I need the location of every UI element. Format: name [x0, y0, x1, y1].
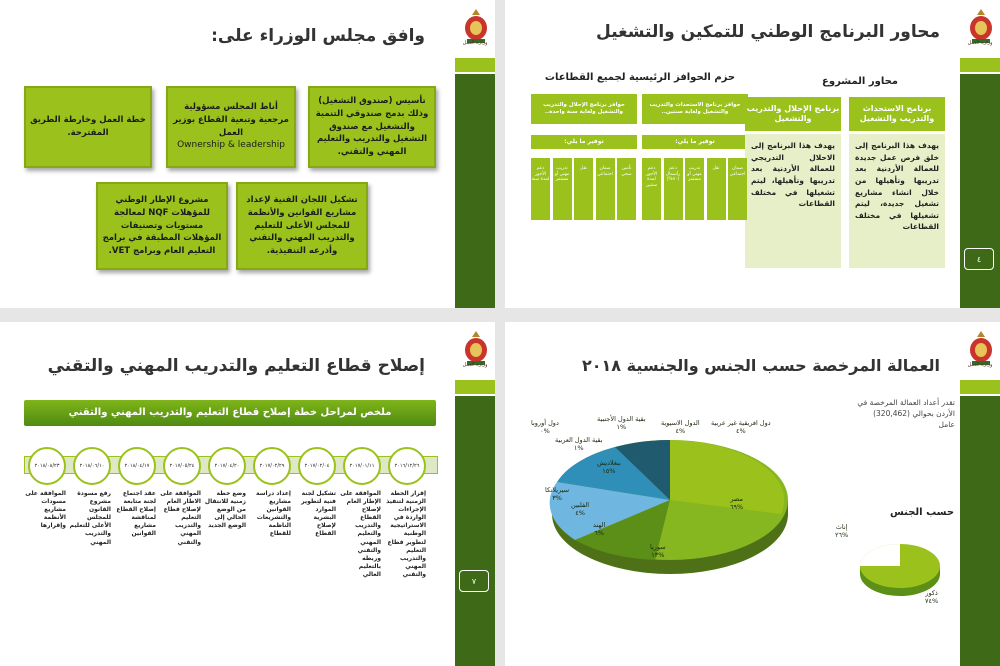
pie-label: الهند %٦: [593, 521, 606, 537]
axis-head-creation: برنامج الاستحداث والتدريب والتشغيل: [849, 97, 945, 131]
slide-labor-chart: [505, 322, 1000, 666]
slide-axes: [505, 0, 1000, 308]
decision-box: خطة العمل وخارطة الطريق المقترحة.: [24, 86, 152, 168]
decision-box: [166, 86, 296, 168]
timeline-date: ٢٠١٧/٠٢/٠٤: [298, 447, 336, 485]
pie-label: دول افريقية غير عربية %٤: [711, 419, 771, 435]
provide-label: توفير ما يلي:: [531, 135, 637, 149]
timeline-step-text: رفع مسودة مشروع القانون للمجلس الأعلى للتعليم والتدريب المهني: [69, 490, 111, 546]
axis-body-creation: يهدف هذا البرنامج إلى خلق فرص عمل جديدة للعمالة الأردنية بعد تدريبها وتأهيلها من خلال انشاء مشاريع تشغيل جديدة، ليتم تشغيلها في مختلف القطاعات: [849, 134, 945, 268]
gender-title: حسب الجنس: [890, 507, 955, 518]
ministry-caption: وزارة العمل: [462, 362, 488, 368]
timeline-date: ٢٠١٧/٠٢/٢٩: [253, 447, 291, 485]
gender-label: ذكور %٧٤: [925, 589, 939, 605]
timeline-date: ٢٠١٦/١٢/٢٦: [388, 447, 426, 485]
timeline-step-text: الموافقة على الاطار العام لإصلاح قطاع التعليم والتدريب المهني والتقني: [160, 490, 201, 546]
decision-box: تأسيس (صندوق التشغيل) وذلك بدمج صندوقي التنمية والتشغيل مع صندوق التشغيل والتدريب والتعليم المهني والتقني.: [308, 86, 436, 168]
timeline-step-text: عقد اجتماع لجنة متابعة إصلاح القطاع لمناقشة مشاريع القوانين: [116, 490, 156, 538]
slide-title: محاور البرنامج الوطني للتمكين والتشغيل: [596, 22, 940, 42]
timeline-date: ٢٠١٧/٠١/١١: [343, 447, 381, 485]
pie-label: الدول الاسيوية %٤: [661, 419, 700, 435]
pie-label: سوريا %١٣: [650, 543, 666, 559]
incentive-item: دعم الأجور لمدة سنتين: [642, 158, 661, 220]
incentive-item: نقل: [707, 158, 726, 220]
pie-label: دول أوروبا %٠: [531, 419, 559, 435]
ministry-caption: وزارة العمل: [967, 362, 993, 368]
axis-head-replacement: برنامج الإحلال والتدريب والتشغيل: [745, 97, 841, 131]
package-head: حوافز برنامج الإحلال والتدريب والتشغيل ولغاية سنة واحدة..: [531, 94, 637, 124]
decision-box: مشروع الإطار الوطني للمؤهلات NQF لمعالجة مستويات وتصنيفات المؤهلات المطبقة في برامج التعليم العام وبرامج VET.: [96, 182, 228, 270]
incentive-item: تدريب مهني أو مستمر: [553, 158, 572, 220]
timeline-step-text: إعداد دراسة مشاريع القوانين والتشريعات الناظمة للقطاع: [256, 490, 291, 538]
timeline-date: ٢٠١٨/٠٤/١٧: [118, 447, 156, 485]
pie-label: بقية الدول العربية %١: [555, 436, 603, 452]
slide-cabinet: [0, 0, 495, 308]
ministry-caption: وزارة العمل: [967, 40, 993, 46]
pie-label: بقية الدول الأجنبية %١: [597, 415, 646, 431]
incentive-item: نقل: [574, 158, 593, 220]
slide-title: إصلاح قطاع التعليم والتدريب المهني والتقني: [47, 356, 425, 376]
decision-text: أناط المجلس مسؤولية مرجعية وتبعية القطاع بوزير العمل: [173, 102, 289, 138]
decision-box: تشكيل اللجان الفنية لإعداد مشاريع القوانين والأنظمة للمجلس الأعلى للتعليم والتدريب المهني والتقني وأذرعه التنفيذية.: [236, 182, 368, 270]
slide-title: وافق مجلس الوزراء على:: [211, 26, 425, 46]
estimate-text: تقدر أعداد العمالة المرخصة في الأردن بحوالي (320,462) عامل: [857, 398, 955, 429]
timeline-date: ٢٠١٨/٠٨/٢٣: [28, 447, 66, 485]
incentive-item: دعم الأجور لمدة سنة: [531, 158, 550, 220]
slide-sidebar: [455, 0, 495, 308]
ministry-caption: وزارة العمل: [462, 40, 488, 46]
timeline-date: ٢٠١٧/٠٤/٢٠: [208, 447, 246, 485]
gender-label: إناث %٢٦: [835, 523, 849, 539]
timeline-step-text: الموافقة على الإطار العام لإصلاح القطاع والتدريب والتعليم المهني والتقني وربطه بالتعليم العالي: [340, 490, 381, 578]
pie-label: بنغلاديش %١٥: [597, 459, 621, 475]
incentive-item: تأمين صحي: [617, 158, 636, 220]
axis-body-replacement: يهدف هذا البرنامج إلى الاحلال التدريجي للعمالة الأردنية بعد تدريبها وتأهيلها، ليتم تشغيلها في مختلف القطاعات: [745, 134, 841, 268]
timeline-step-text: إقرار الخطة الزمنية لتنفيذ الإجراءات الواردة في الاستراتيجية الوطنية لتطوير قطاع التعليم والتدريب المهني والتقني: [386, 490, 426, 578]
slide-sidebar: [455, 322, 495, 666]
slide-sidebar: [960, 0, 1000, 308]
pie-label: سيريلانكا %٣: [545, 486, 570, 502]
timeline-step-text: الموافقة على مسودات مشاريع الأنظمة وإقرارها: [25, 490, 66, 530]
package-head: حوافز برنامج الاستحداث والتدريب والتشغيل ولغاية سنتين..: [642, 94, 748, 124]
incentive-item: ضمان اجتماعي: [728, 158, 747, 220]
timeline-date: ٢٠١٨/٠٦/١٠: [73, 447, 111, 485]
page-number: ٧: [459, 570, 489, 592]
slide-tvet-reform: [0, 322, 495, 666]
incentive-item: ضمان اجتماعي: [596, 158, 615, 220]
incentive-item: تدريب مهني أو مستمر: [685, 158, 704, 220]
page-number: ٤: [964, 248, 994, 270]
timeline-date: ٢٠١٧/٠٥/٢٤: [163, 447, 201, 485]
reform-banner: ملخص لمراحل خطة إصلاح قطاع التعليم والتدريب المهني والتقني: [24, 400, 436, 426]
gender-slice-female: [860, 544, 900, 566]
incentive-item: دعم رأسمال (٧٠%): [664, 158, 683, 220]
timeline-step-text: وضع خطة زمنية للانتقال من الوضع الحالي إلى الوضع الجديد: [204, 490, 246, 530]
slide-title: العمالة المرخصة حسب الجنس والجنسية ٢٠١٨: [582, 356, 940, 375]
axes-heading: محاور المشروع: [822, 76, 898, 87]
pie-label: الفلبين %٤: [571, 501, 590, 517]
provide-label: توفير ما يلي:: [642, 135, 748, 149]
packages-heading: حزم الحوافز الرئيسية لجميع القطاعات: [544, 72, 736, 83]
decision-text-en: Ownership & leadership: [177, 140, 285, 151]
timeline-step-text: تشكيل لجنة فنية لتطوير الموارد البشرية لإصلاح القطاع: [301, 490, 336, 538]
pie-label: مصر %٦٩: [730, 495, 744, 511]
slide-sidebar: [960, 322, 1000, 666]
